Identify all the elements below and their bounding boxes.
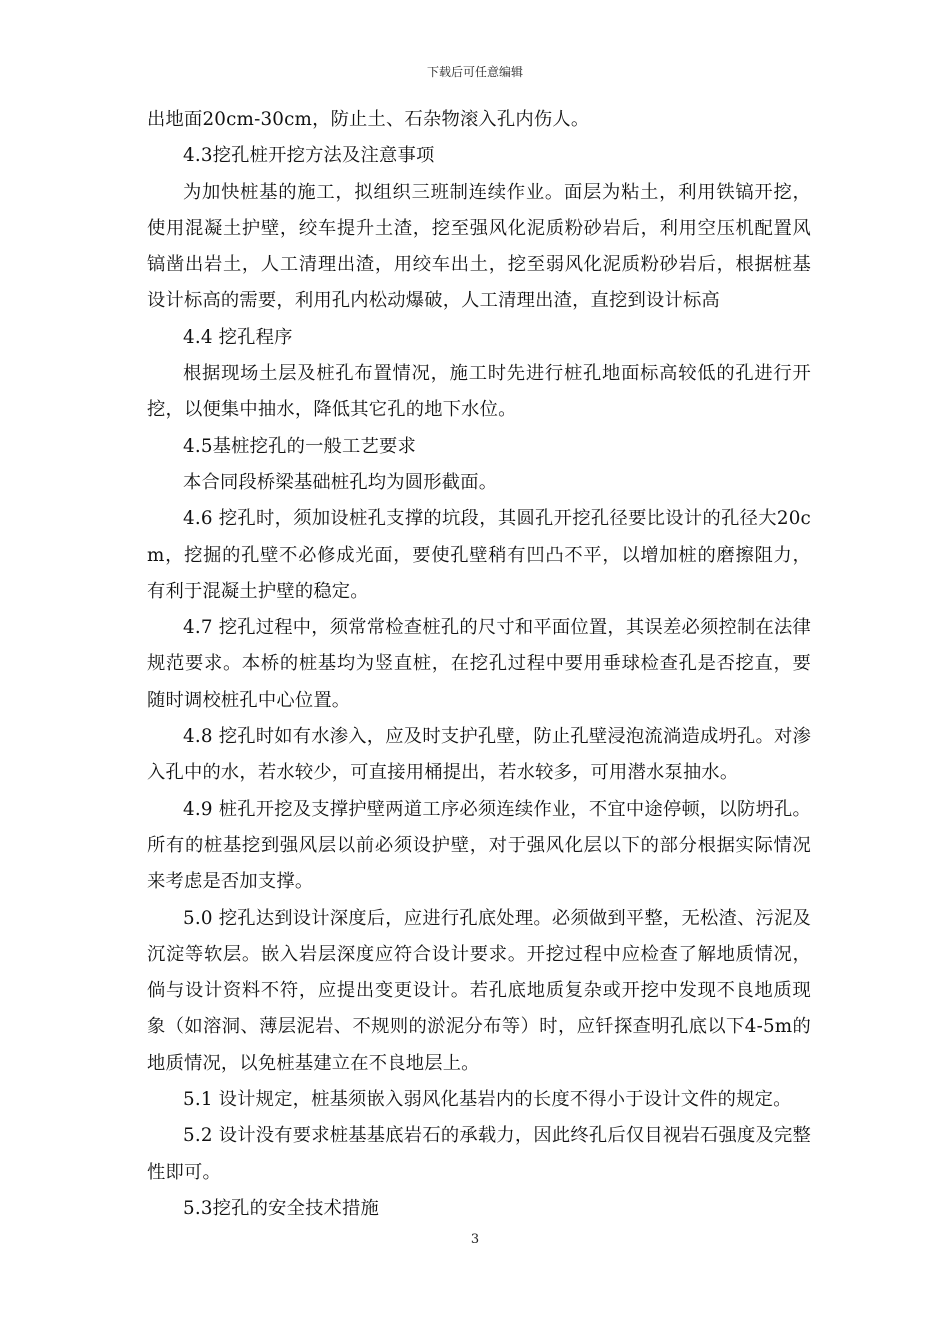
page-header: 下载后可任意编辑 [426,65,523,79]
paragraph-4-8: 4.8 挖孔时如有水渗入，应及时支护孔壁，防止孔壁浸泡流淌造成坍孔。对渗入孔中的水，若水较少，可直接用桶提出，若水较多，可用潜水泵抽水。 [147,726,811,784]
section-heading-5-3: 5.3挖孔的安全技术措施 [183,1197,380,1219]
paragraph-5-0: 5.0 挖孔达到设计深度后，应进行孔底处理。必须做到平整，无松渣、污泥及沉淀等软层。嵌入岩层深度应符合设计要求。开挖过程中应检查了解地质情况，倘与设计资料不符，应提出变更设计。若孔底地质复杂或开挖中发现不良地质现象（如溶洞、薄层泥岩、不规则的淤泥分布等）时，应钎探查明孔底以下4-5m的地质情况，以免桩基建立在不良地层上。 [147,907,811,1074]
section-heading-4-5: 4.5基桩挖孔的一般工艺要求 [183,435,416,457]
paragraph-4-6: 4.6 挖孔时，须加设桩孔支撑的坑段，其圆孔开挖孔径要比设计的孔径大20cm，挖掘的孔壁不必修成光面，要使孔壁稍有凹凸不平，以增加桩的磨擦阻力，有利于混凝土护壁的稳定。 [147,508,811,602]
paragraph-excavation-method: 为加快桩基的施工，拟组织三班制连续作业。面层为粘土，利用铁镐开挖，使用混凝土护壁，绞车提升土渣，挖至强风化泥质粉砂岩后，利用空压机配置风镐凿出岩土，人工清理出渣，用绞车出土，挖至弱风化泥质粉砂岩后，根据桩基设计标高的需要，利用孔内松动爆破，人工清理出渣，直挖到设计标高 [147,181,811,312]
paragraph-4-7: 4.7 挖孔过程中，须常常检查桩孔的尺寸和平面位置，其误差必须控制在法律规范要求。本桥的桩基均为竖直桩，在挖孔过程中要用垂球检查孔是否挖直，要随时调校桩孔中心位置。 [147,617,811,711]
paragraph-circular-section: 本合同段桥梁基础桩孔均为圆形截面。 [183,471,498,493]
paragraph-5-2: 5.2 设计没有要求桩基基底岩石的承载力，因此终孔后仅目视岩石强度及完整性即可。 [147,1125,811,1183]
paragraph-4-9: 4.9 桩孔开挖及支撑护壁两道工序必须连续作业，不宜中途停顿，以防坍孔。所有的桩基挖到强风层以前必须设护壁，对于强风化层以下的部分根据实际情况来考虑是否加支撑。 [147,798,811,893]
document-body [147,102,811,1227]
section-heading-4-3: 4.3挖孔桩开挖方法及注意事项 [183,145,435,167]
paragraph-5-1: 5.1 设计规定，桩基须嵌入弱风化基岩内的长度不得小于设计文件的规定。 [183,1089,792,1111]
paragraph-continuation: 出地面20cm-30cm，防止土、石杂物滚入孔内伤人。 [147,109,590,130]
section-heading-4-4: 4.4 挖孔程序 [183,326,293,348]
paragraph-excavation-order: 根据现场土层及桩孔布置情况，施工时先进行桩孔地面标高较低的孔进行开挖，以便集中抽水，降低其它孔的地下水位。 [147,363,811,421]
page-number: 3 [470,1232,480,1247]
